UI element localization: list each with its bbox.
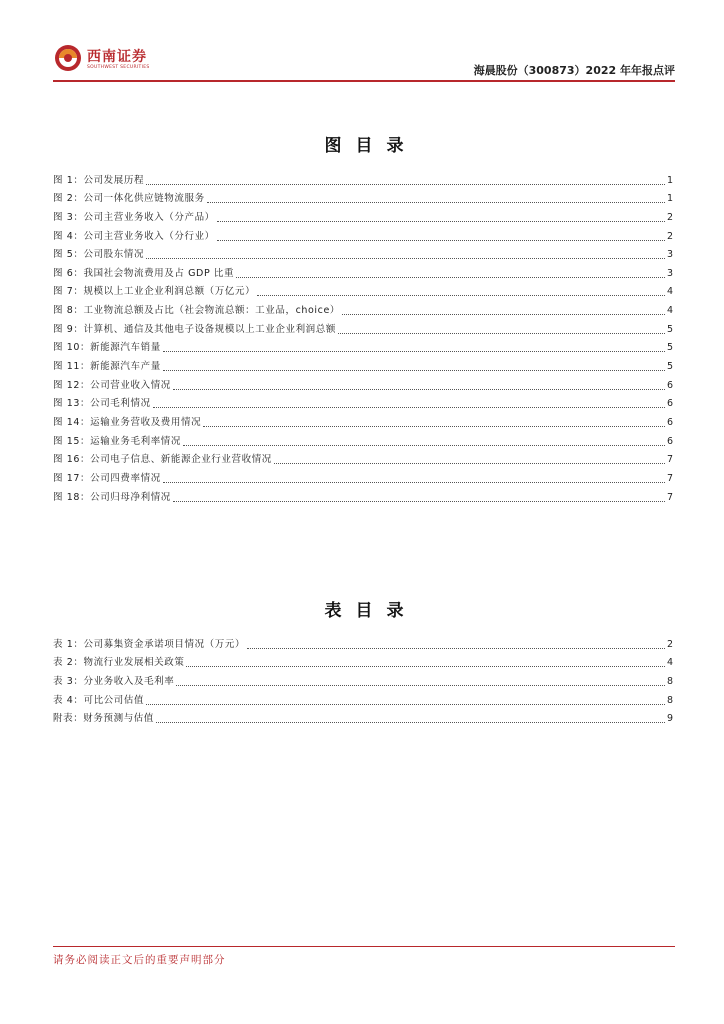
toc-leader-dots xyxy=(338,332,665,334)
toc-entry[interactable] xyxy=(53,485,673,504)
toc-leader-dots xyxy=(176,684,665,686)
toc-entry-page: 7 xyxy=(666,472,673,484)
toc-entry-page: 4 xyxy=(666,305,673,317)
toc-entry-label: 图 1：公司发展历程 xyxy=(53,174,145,186)
toc-leader-dots xyxy=(274,462,665,464)
toc-leader-dots xyxy=(207,201,665,203)
company-logo xyxy=(53,40,193,76)
toc-entry-label: 表 2：物流行业发展相关政策 xyxy=(53,657,185,669)
toc-leader-dots xyxy=(217,239,665,241)
figures-toc-title: 图目录 xyxy=(324,136,418,156)
toc-entry[interactable] xyxy=(53,707,673,726)
toc-entry-page: 5 xyxy=(666,323,673,335)
toc-leader-dots xyxy=(163,350,665,352)
toc-entry-label: 图 6：我国社会物流费用及占 GDP 比重 xyxy=(53,267,235,279)
toc-entry[interactable] xyxy=(53,669,673,688)
toc-leader-dots xyxy=(203,425,665,427)
toc-entry[interactable] xyxy=(53,373,673,392)
toc-entry-page: 4 xyxy=(666,657,673,669)
toc-entry-page: 6 xyxy=(666,435,673,447)
toc-entry[interactable] xyxy=(53,354,673,373)
toc-entry[interactable] xyxy=(53,448,673,467)
toc-entry-page: 3 xyxy=(666,249,673,261)
figures-toc-list xyxy=(53,168,673,504)
toc-leader-dots xyxy=(153,406,665,408)
toc-entry-label: 表 1：公司募集资金承诺项目情况（万元） xyxy=(53,638,246,650)
toc-entry-page: 1 xyxy=(666,193,673,205)
toc-entry-page: 6 xyxy=(666,379,673,391)
toc-leader-dots xyxy=(247,647,665,649)
toc-entry[interactable] xyxy=(53,243,673,262)
toc-entry-page: 3 xyxy=(666,267,673,279)
toc-entry[interactable] xyxy=(53,632,673,651)
toc-entry-label: 图 16：公司电子信息、新能源企业行业营收情况 xyxy=(53,454,272,466)
toc-entry-page: 6 xyxy=(666,398,673,410)
logo-chinese-text: 西南证券 xyxy=(87,49,147,65)
toc-entry[interactable] xyxy=(53,298,673,317)
toc-entry-label: 图 5：公司股东情况 xyxy=(53,249,145,261)
toc-entry-label: 图 18：公司归母净利情况 xyxy=(53,491,171,503)
toc-entry[interactable] xyxy=(53,261,673,280)
toc-entry-label: 图 2：公司一体化供应链物流服务 xyxy=(53,193,205,205)
toc-entry-label: 图 8：工业物流总额及占比（社会物流总额：工业品，choice） xyxy=(53,305,341,317)
toc-entry-page: 5 xyxy=(666,342,673,354)
logo-english-text: SOUTHWEST SECURITIES xyxy=(87,65,150,70)
toc-entry[interactable] xyxy=(53,168,673,187)
toc-entry-page: 2 xyxy=(666,211,673,223)
toc-entry[interactable] xyxy=(53,224,673,243)
toc-leader-dots xyxy=(173,388,665,390)
toc-entry-label: 表 4：可比公司估值 xyxy=(53,694,145,706)
toc-leader-dots xyxy=(146,257,665,259)
toc-entry[interactable] xyxy=(53,410,673,429)
toc-entry[interactable] xyxy=(53,336,673,355)
toc-entry-page: 2 xyxy=(666,638,673,650)
footer-divider xyxy=(53,946,675,947)
toc-entry-label: 图 9：计算机、通信及其他电子设备规模以上工业企业利润总额 xyxy=(53,323,336,335)
tables-toc-title: 表目录 xyxy=(324,601,418,621)
toc-entry-label: 图 13：公司毛利情况 xyxy=(53,398,151,410)
toc-leader-dots xyxy=(217,220,665,222)
toc-entry-label: 图 11：新能源汽车产量 xyxy=(53,361,161,373)
toc-entry-label: 附表：财务预测与估值 xyxy=(53,713,155,725)
toc-entry-page: 5 xyxy=(666,361,673,373)
toc-leader-dots xyxy=(156,721,665,723)
toc-entry-label: 图 17：公司四费率情况 xyxy=(53,472,161,484)
toc-entry-label: 图 7：规模以上工业企业利润总额（万亿元） xyxy=(53,286,256,298)
toc-entry[interactable] xyxy=(53,317,673,336)
toc-entry-page: 1 xyxy=(666,174,673,186)
toc-entry-label: 图 4：公司主营业务收入（分行业） xyxy=(53,230,215,242)
toc-entry-page: 7 xyxy=(666,491,673,503)
toc-leader-dots xyxy=(342,313,665,315)
toc-entry[interactable] xyxy=(53,392,673,411)
toc-entry[interactable] xyxy=(53,466,673,485)
toc-leader-dots xyxy=(163,481,665,483)
toc-leader-dots xyxy=(146,703,665,705)
toc-leader-dots xyxy=(183,444,665,446)
toc-leader-dots xyxy=(236,276,665,278)
toc-entry-page: 6 xyxy=(666,416,673,428)
toc-entry-label: 图 3：公司主营业务收入（分产品） xyxy=(53,211,215,223)
toc-leader-dots xyxy=(186,665,664,667)
toc-entry[interactable] xyxy=(53,688,673,707)
tables-toc-list xyxy=(53,632,673,725)
logo-mark-icon xyxy=(53,43,83,73)
toc-leader-dots xyxy=(257,294,665,296)
toc-leader-dots xyxy=(146,183,665,185)
toc-leader-dots xyxy=(173,500,665,502)
toc-entry-label: 图 15：运输业务毛利率情况 xyxy=(53,435,182,447)
report-title: 海晨股份（300873）2022 年年报点评 xyxy=(473,64,675,77)
toc-entry-page: 9 xyxy=(666,713,673,725)
toc-entry-label: 表 3：分业务收入及毛利率 xyxy=(53,675,175,687)
toc-entry[interactable] xyxy=(53,651,673,670)
page-header xyxy=(53,40,675,82)
header-divider xyxy=(53,80,675,82)
toc-entry-page: 8 xyxy=(666,694,673,706)
toc-entry-label: 图 14：运输业务营收及费用情况 xyxy=(53,416,202,428)
toc-entry[interactable] xyxy=(53,429,673,448)
toc-entry-label: 图 10：新能源汽车销量 xyxy=(53,342,161,354)
toc-entry-page: 7 xyxy=(666,454,673,466)
toc-entry-page: 2 xyxy=(666,230,673,242)
toc-entry-page: 4 xyxy=(666,286,673,298)
toc-entry[interactable] xyxy=(53,280,673,299)
toc-entry[interactable] xyxy=(53,205,673,224)
toc-entry-page: 8 xyxy=(666,675,673,687)
toc-entry-label: 图 12：公司营业收入情况 xyxy=(53,379,171,391)
toc-entry[interactable] xyxy=(53,187,673,206)
toc-leader-dots xyxy=(163,369,665,371)
footer-disclaimer: 请务必阅读正文后的重要声明部分 xyxy=(53,954,226,966)
